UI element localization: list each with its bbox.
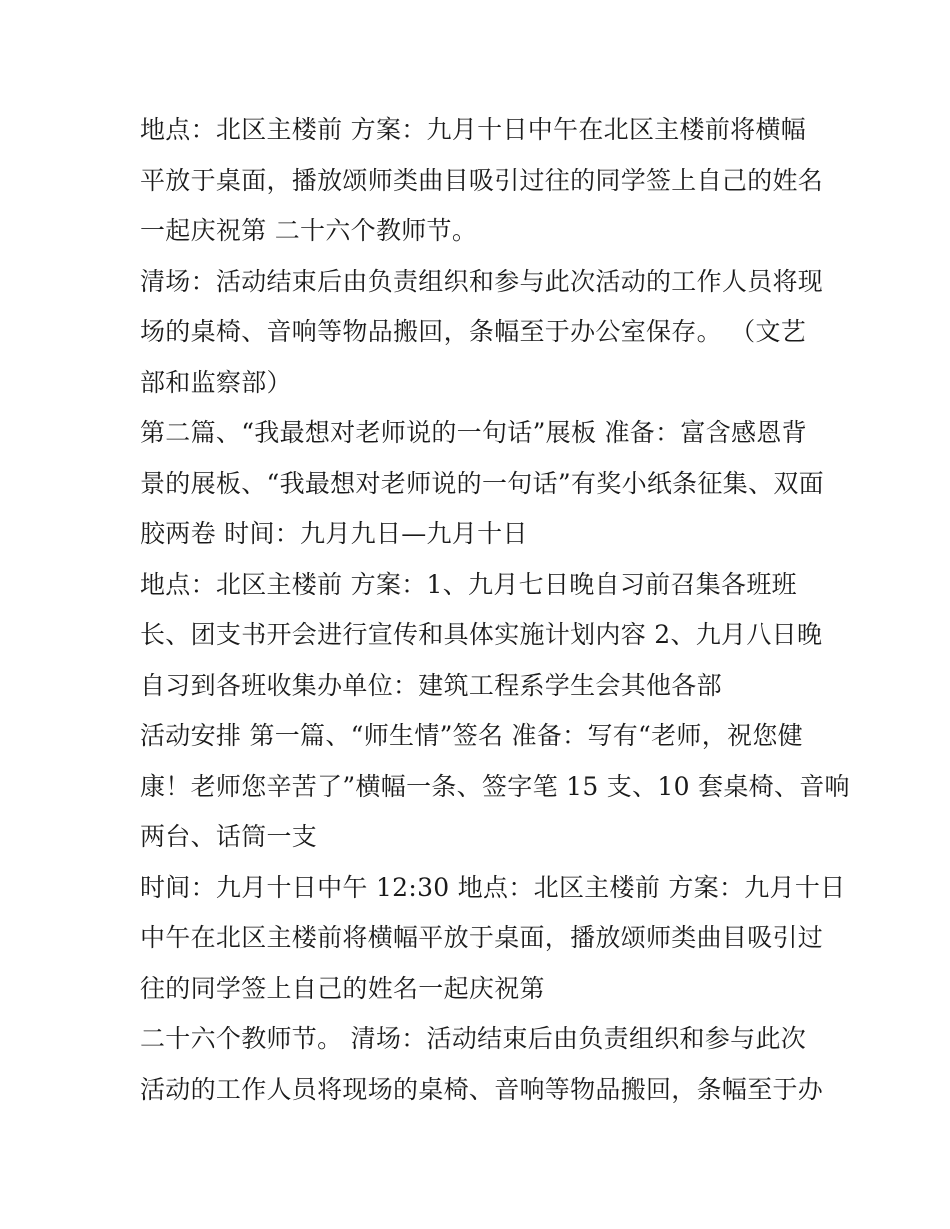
text-line: 活动的工作人员将现场的桌椅、音响等物品搬回，条幅至于办 bbox=[140, 1074, 824, 1104]
text-line: 景的展板、“我最想对老师说的一句话”有奖小纸条征集、双面 bbox=[140, 468, 824, 498]
text-line: 胶两卷 时间：九月九日—九月十日 bbox=[140, 519, 528, 548]
text-line: 活动安排 第一篇、“师生情”签名 准备：写有“老师，祝您健 bbox=[140, 721, 803, 750]
text-line: 往的同学签上自己的姓名一起庆祝第 bbox=[140, 973, 545, 1003]
text-line: 长、团支书开会进行宣传和具体实施计划内容 2、九月八日晚 bbox=[140, 620, 823, 649]
text-line: 一起庆祝第 二十六个教师节。 bbox=[140, 216, 478, 245]
text-line: 地点：北区主楼前 方案：九月十日中午在北区主楼前将横幅 bbox=[140, 115, 807, 144]
text-line: 平放于桌面，播放颂师类曲目吸引过往的同学签上自己的姓名 bbox=[140, 165, 824, 195]
text-line: 康！老师您辛苦了”横幅一条、签字笔 15 支、10 套桌椅、音响 bbox=[140, 771, 850, 801]
text-line: 清场：活动结束后由负责组织和参与此次活动的工作人员将现 bbox=[140, 266, 824, 296]
text-line: 时间：九月十日中午 12:30 地点：北区主楼前 方案：九月十日 bbox=[140, 872, 846, 902]
text-line: 两台、话筒一支 bbox=[140, 822, 318, 851]
text-line: 场的桌椅、音响等物品搬回，条幅至于办公室保存。 （文艺 bbox=[140, 317, 807, 346]
text-line: 自习到各班收集办单位：建筑工程系学生会其他各部 bbox=[140, 670, 722, 700]
text-line: 部和监察部） bbox=[140, 367, 292, 397]
text-line: 第二篇、“我最想对老师说的一句话”展板 准备：富含感恩背 bbox=[140, 418, 807, 447]
document-body bbox=[140, 105, 850, 1115]
text-line: 中午在北区主楼前将横幅平放于桌面，播放颂师类曲目吸引过 bbox=[140, 923, 824, 952]
text-line: 二十六个教师节。 清场：活动结束后由负责组织和参与此次 bbox=[140, 1024, 807, 1053]
text-line: 地点：北区主楼前 方案：1、九月七日晚自习前召集各班班 bbox=[140, 569, 797, 599]
